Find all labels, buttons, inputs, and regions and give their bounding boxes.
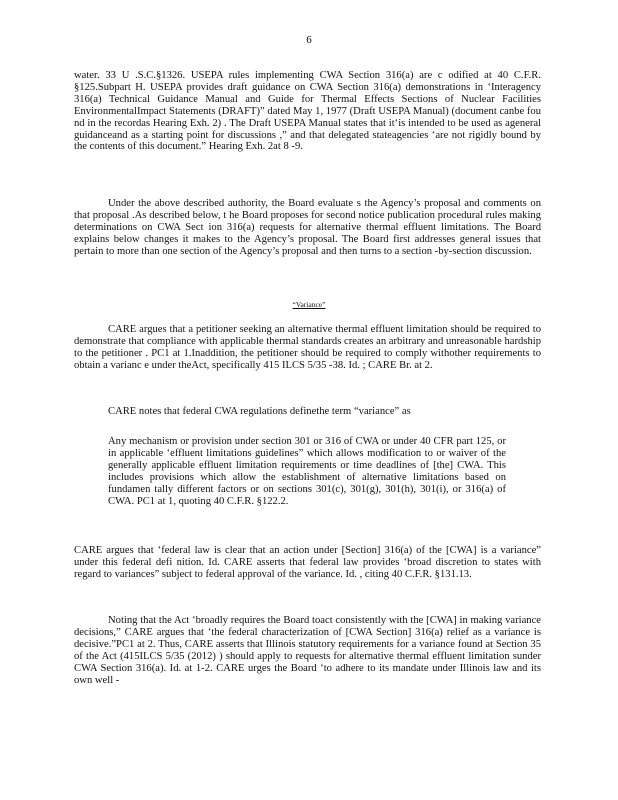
page-number: 6 [306, 34, 312, 46]
paragraph-care-argues-hardship: CARE argues that a petitioner seeking an alternative thermal effluent limitation should be required to demonstrate that compliance with applicable thermal standards creates an arbitrary and unreasonable hardship to the petitioner . PC1 at 1.Inaddition, the petitioner should be required to comply withother requirements to obtain a varianc e under theAct, specifically 415 ILCS 5/35 -38. Id. ; CARE Br. at 2. [74, 324, 541, 371]
paragraph-board-evaluation: Under the above described authority, the Board evaluate s the Agency’s proposal and comments on that proposal .As described below, t he Board proposes for second notice publication procedural rules making determinations on CWA Sect ion 316(a) requests for alternative thermal effluent limitations. The Board explains below changes it makes to the Agency’s proposal. The Board first addresses general issues that pertain to more than one section of the Agency’s proposal and then turns to a section -by-section discussion. [74, 198, 541, 257]
paragraph-care-notes-definition: CARE notes that federal CWA regulations definethe term “variance” as [108, 406, 411, 417]
section-heading-variance: “Variance” [292, 300, 326, 309]
block-quote-variance-definition: Any mechanism or provision under section 301 or 316 of CWA or under 40 CFR part 125, or in applicable ‘effluent limitations guidelines” which allows modification to or waiver of the generally applicable effluent limitation requirements or time deadlines of [the] CWA. This includes provisions which allow the establishment of alternative limitations based on fundamen tally different factors or on sections 301(c), 301(g), 301(h), 301(i), or 316(a) of CWA. PC1 at 1, quoting 40 C.F.R. §122.2. [108, 436, 506, 507]
paragraph-illinois-requirements: Noting that the Act ‘broadly requires the Board toact consistently with the [CWA] in making variance decisions,” CARE argues that ‘the federal characterization of [CWA Section] 316(a) relief as a variance is decisive.”PC1 at 2. Thus, CARE asserts that Illinois statutory requirements for a variance found at Section 35 of the Act (415ILCS 5/35 (2012) ) should apply to requests for alternative thermal effluent limitation sunder CWA Section 316(a). Id. at 1-2. CARE urges the Board ‘to adhere to its mandate under Illinois law and its own well - [74, 615, 541, 686]
paragraph-federal-law-variance: CARE argues that ‘federal law is clear that an action under [Section] 316(a) of the [CWA] is a variance” under this federal defi nition. Id. CARE asserts that federal law provides ‘broad discretion to states with regard to variances” subject to federal approval of the variance. Id. , citing 40 C.F.R. §131.13. [74, 545, 541, 580]
paragraph-usepa-rules: water. 33 U .S.C.§1326. USEPA rules implementing CWA Section 316(a) are c odified at 40 C.F.R. §125.Subpart H. USEPA provides draft guidance on CWA Section 316(a) demonstrations in ‘Interagency 316(a) Technical Guidance Manual and Guide for Thermal Effects Sections of Nuclear Facilities EnvironmentalImpact Statements (DRAFT)” dated May 1, 1977 (Draft USEPA Manual) (document canbe fou nd in the recordas Hearing Exh. 2) . The Draft USEPA Manual states that it‘is intended to be used as ageneral guidanceand as a starting point for discussions ,” and that delegated stateagencies ‘are not rigidly bound by the contents of this document.” Hearing Exh. 2at 8 -9. [74, 70, 541, 153]
